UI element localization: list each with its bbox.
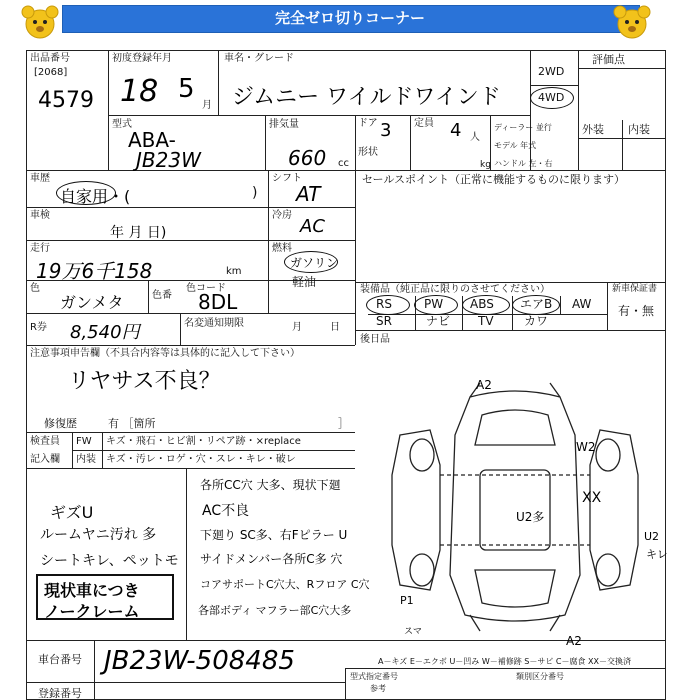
fuel-value-2: 軽油 [292,275,317,289]
sales-label: セールスポイント（正常に機能するものに限ります） [362,173,626,186]
km-label: km [226,266,242,277]
repair-label: 修復歴 [44,417,77,430]
mark-kire: キレ [646,548,668,561]
dealer-label: ディーラー 並行 [494,123,552,132]
note-value: リヤサス不良？ [68,369,221,394]
cap-value: 4 [450,120,462,141]
mascot-icon-left [18,2,62,42]
mark-suma: スマ [404,627,422,637]
first-reg-label: 初度登録年月 [112,53,172,64]
nc-month: 月 [292,322,302,333]
damage-legend: A－キズ E－エクボ U－凹み W－補修跡 S－サビ C－腐食 XX－交換済 [378,657,632,666]
name-value: ジムニー ワイルドワインド [232,85,501,110]
equip-pw: PW [424,297,444,311]
ref-label: 参考 [370,684,386,693]
comment-right-5: コアサポートC穴大、Rフロア C穴 [200,578,370,591]
disp-unit: cc [338,158,349,169]
equip-circle-abs [462,295,510,315]
equip-abs: ABS [470,297,494,311]
banner-title: 完全ゼロ切りコーナー [274,9,425,27]
reg-label: 登録番号 [38,687,82,700]
comment-left-2: ルームヤニ汚れ 多 [40,527,157,543]
use-close: ) [252,185,258,201]
chassis-value: JB23W-508485 [104,646,295,676]
colorcode-value: 8DL [198,290,238,314]
stamp-line-1: 現状車につき [44,581,140,600]
grade-label: 評価点 [592,53,625,66]
repair-value: 有 ［箇所 [108,417,156,430]
handle-label: ハンドル 左・右 [494,159,553,168]
fuel-label: 燃料 [272,243,292,254]
equip-sr: SR [376,314,392,328]
inspector-label: 検査員 [30,436,60,447]
ac-value: AC [300,216,325,237]
mark-a2-bottom: A2 [566,634,582,648]
shape-label: 形状 [358,147,378,158]
fw-items: キズ・飛石・ヒビ割・リペア跡・×replace [106,436,301,447]
use-circle [56,181,116,205]
int-items: キズ・汚レ・ロゲ・穴・スレ・キレ・破レ [106,454,296,465]
mark-u2-many: U2多 [516,510,545,524]
comment-left-3: シートキレ、ペットモ [40,553,179,569]
equip-circle-airbag [512,295,560,315]
lot-label: 出品番号 [30,53,70,64]
ext-label: 外装 [582,123,604,136]
fuel-value-1: ガソリン [290,256,339,270]
warranty-value: 有・無 [618,304,655,318]
mark-a2-top: A2 [476,378,492,392]
equip-aw: AW [572,297,592,311]
model-value-2: JB23W [136,148,201,172]
fw-label: FW [76,436,92,447]
cap-label: 定員 [414,118,434,129]
shift-value: AT [296,182,321,206]
equip-circle-rs [366,295,410,315]
equip-airbag: エアB [520,297,553,311]
recycle-label: R券 [30,322,47,333]
disp-label: 排気量 [269,119,299,130]
mark-p1: P1 [400,594,414,607]
use-label: 車歴 [30,173,50,184]
comment-right-3: 下廻り SC多、右Fピラー U [200,528,348,542]
use-value: 自家用・( [60,187,131,206]
mileage-label: 走行 [30,243,50,254]
ac-label: 冷房 [272,210,292,221]
mark-xx: XX [582,490,602,506]
equip-circle-pw [414,295,458,315]
model-year-label: モデル 年式 [494,141,537,150]
colorcode-label: 色コード [186,283,226,294]
class-label: 類別区分番号 [516,672,564,681]
inspect-label: 車検 [30,210,50,221]
model-label: 型式 [112,119,132,130]
first-reg-month: 5 [178,74,195,104]
mileage-value: 19万6千158 [36,259,153,283]
model-value-1: ABA- [128,128,176,152]
stamp-line-2: ノークレーム [44,602,140,621]
warranty-label: 新車保証書 [612,284,658,294]
mascot-icon-right [610,2,654,42]
shift-label: シフト [272,173,302,184]
disp-value: 660 [288,146,327,170]
comment-right-1: 各所CC穴 大多、現状下廻 [200,478,341,492]
kg-label: kg [480,160,491,170]
color-value: ガンメタ [60,293,124,312]
notes-label: 注意事項申告欄（不具合内容等は具体的に記入して下さい） [30,348,300,359]
int-row-label: 内装 [76,454,96,465]
comment-right-4: サイドメンバー各所C多 穴 [200,552,343,566]
name-change-label: 名変通知期限 [184,318,244,329]
int-label: 内装 [628,123,650,136]
std-label: 型式指定番号 [350,672,398,681]
entry-label: 記入欄 [30,454,60,465]
equip-leather: カワ [524,314,549,328]
first-reg-year: 18 [120,74,159,109]
mark-w2: W2 [576,440,596,454]
name-label: 車名・グレード [224,53,294,64]
color-label: 色 [30,283,40,294]
comment-left-1: ギズU [50,503,94,522]
nc-day: 日 [330,322,340,333]
first-reg-unit: 月 [202,100,212,111]
comment-right-6: 各部ボディ マフラー部C穴大多 [198,604,352,617]
comment-right-2: AC不良 [202,503,250,519]
door-value: 3 [380,120,392,141]
recycle-value: 8,540円 [70,322,140,343]
equip-tv: TV [478,314,494,328]
drive-4wd: 4WD [538,91,565,104]
inspect-value: 年 月 日) [110,225,167,241]
chassis-label: 車台番号 [38,653,82,666]
mark-u2: U2 [644,530,660,543]
after-label: 後日品 [360,334,390,345]
lot-sub: [2068] [34,67,68,78]
equip-label: 装備品（純正品に限りのさせてください） [360,284,550,295]
cap-unit: 人 [470,132,480,143]
equip-rs: RS [376,297,392,311]
repair-close: ］ [338,417,349,430]
door-label: ドア [358,118,378,129]
drive-2wd: 2WD [538,65,565,78]
lot-number: 4579 [38,88,94,113]
equip-navi: ナビ [426,314,451,328]
colorno-label: 色番 [152,290,172,301]
